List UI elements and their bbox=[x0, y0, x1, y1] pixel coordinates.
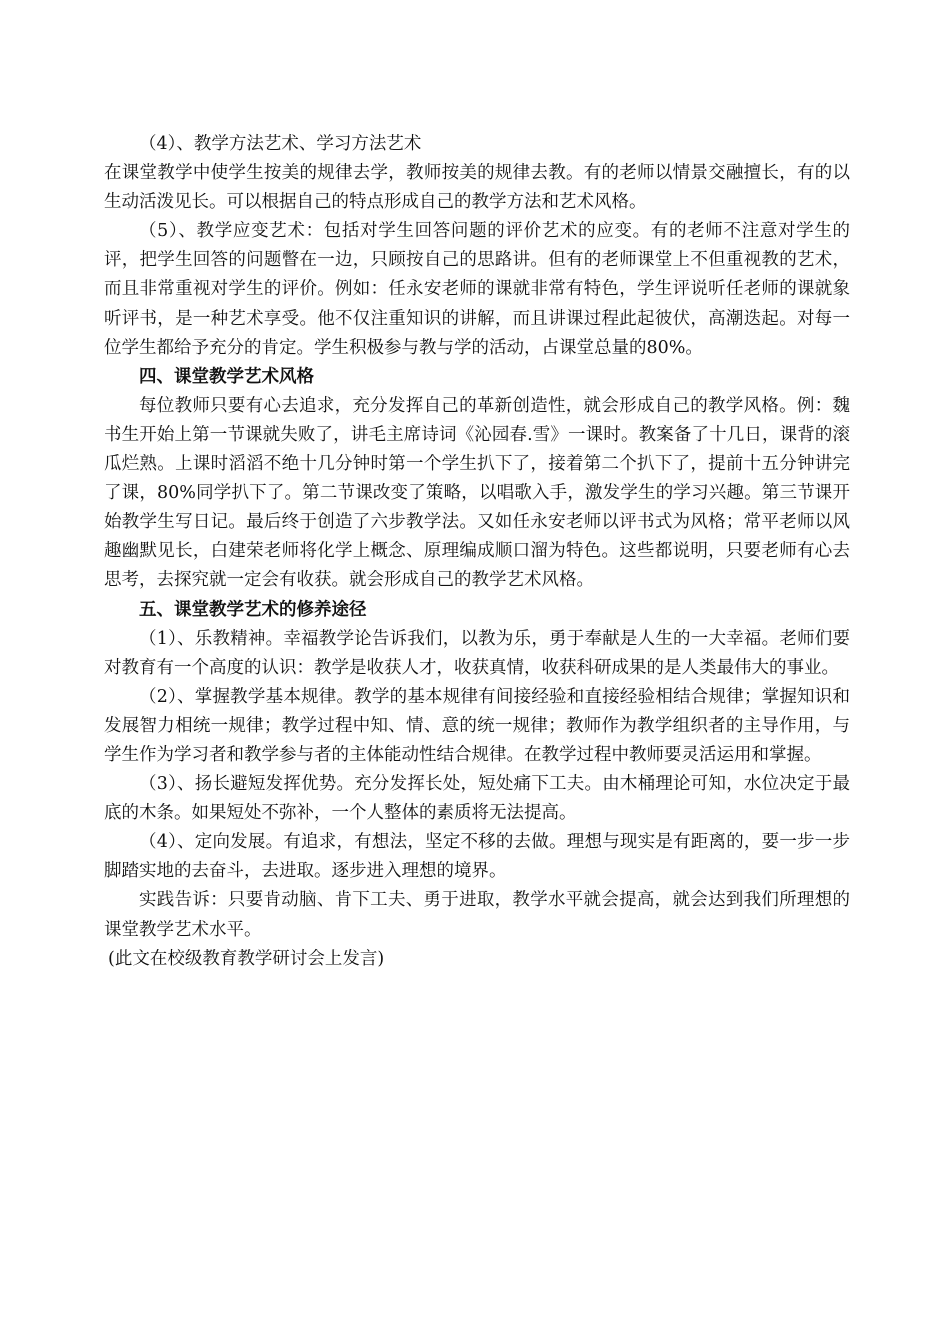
paragraph-strengths: （3）、扬长避短发挥优势。充分发挥长处，短处痛下工夫。由木桶理论可知，水位决定于最底的木条。如果短处不弥补，一个人整体的素质将无法提高。 bbox=[104, 774, 850, 824]
paragraph-basic-laws: （2）、掌握教学基本规律。教学的基本规律有间接经验和直接经验相结合规律；掌握知识和发展智力相统一规律；教学过程中知、情、意的统一规律；教师作为教学组织者的主导作用，与学生作为学习者和教学参与者的主体能动性结合规律。在教学过程中教师要灵活运用和掌握。 bbox=[104, 686, 850, 765]
paragraph-teaching-style: 每位教师只要有心去追求，充分发挥自己的革新创造性，就会形成自己的教学风格。例：魏书生开始上第一节课就失败了，讲毛主席诗词《沁园春.雪》一课时。教案备了十几日，课背的滚瓜烂熟。上课时滔滔不绝十几分钟时第一个学生扒下了，接着第二个扒下了，提前十五分钟讲完了课，80%同学扒下了。第二节课改变了策略，以唱歌入手，激发学生的学习兴趣。第三节课开始教学生写日记。最后终于创造了六步教学法。又如任永安老师以评书式为风格；常平老师以风趣幽默见长，白建荣老师将化学上概念、原理编成顺口溜为特色。这些都说明，只要老师有心去思考，去探究就一定会有收获。就会形成自己的教学艺术风格。 bbox=[104, 395, 850, 591]
section-heading-teaching-style: 四、课堂教学艺术风格 bbox=[139, 366, 314, 387]
paragraph-joy-of-teaching: （1）、乐教精神。幸福教学论告诉我们，以教为乐，勇于奉献是人生的一大幸福。老师们要对教育有一个高度的认识：教学是收获人才，收获真情，收获科研成果的是人类最伟大的事业。 bbox=[104, 628, 850, 678]
paragraph-teaching-adaptability: （5）、教学应变艺术：包括对学生回答问题的评价艺术的应变。有的老师不注意对学生的评，把学生回答的问题瞥在一边，只顾按自己的思路讲。但有的老师课堂上不但重视教的艺术，而且非常重视对学生的评价。例如：任永安老师的课就非常有特色，学生评说听任老师的课就象听评书，是一种艺术享受。他不仅注重知识的讲解，而且讲课过程此起彼伏，高潮迭起。对每一位学生都给予充分的肯定。学生积极参与教与学的活动，占课堂总量的80%。 bbox=[104, 221, 850, 358]
closing-note: (此文在校级教育教学研讨会上发言) bbox=[108, 948, 385, 969]
document-body bbox=[104, 130, 850, 974]
paragraph-directed-development: （4）、定向发展。有追求，有想法，坚定不移的去做。理想与现实是有距离的，要一步一步脚踏实地的去奋斗，去进取。逐步进入理想的境界。 bbox=[104, 832, 850, 882]
section-item-4-heading: （4）、教学方法艺术、学习方法艺术 bbox=[139, 134, 422, 154]
paragraph-teaching-method: 在课堂教学中使学生按美的规律去学，教师按美的规律去教。有的老师以情景交融擅长，有的以生动活泼见长。可以根据自己的特点形成自己的教学方法和艺术风格。 bbox=[104, 163, 850, 213]
paragraph-practice-conclusion: 实践告诉：只要肯动脑、肯下工夫、勇于进取，教学水平就会提高，就会达到我们所理想的课堂教学艺术水平。 bbox=[104, 890, 850, 940]
section-heading-cultivation-path: 五、课堂教学艺术的修养途径 bbox=[139, 599, 367, 620]
